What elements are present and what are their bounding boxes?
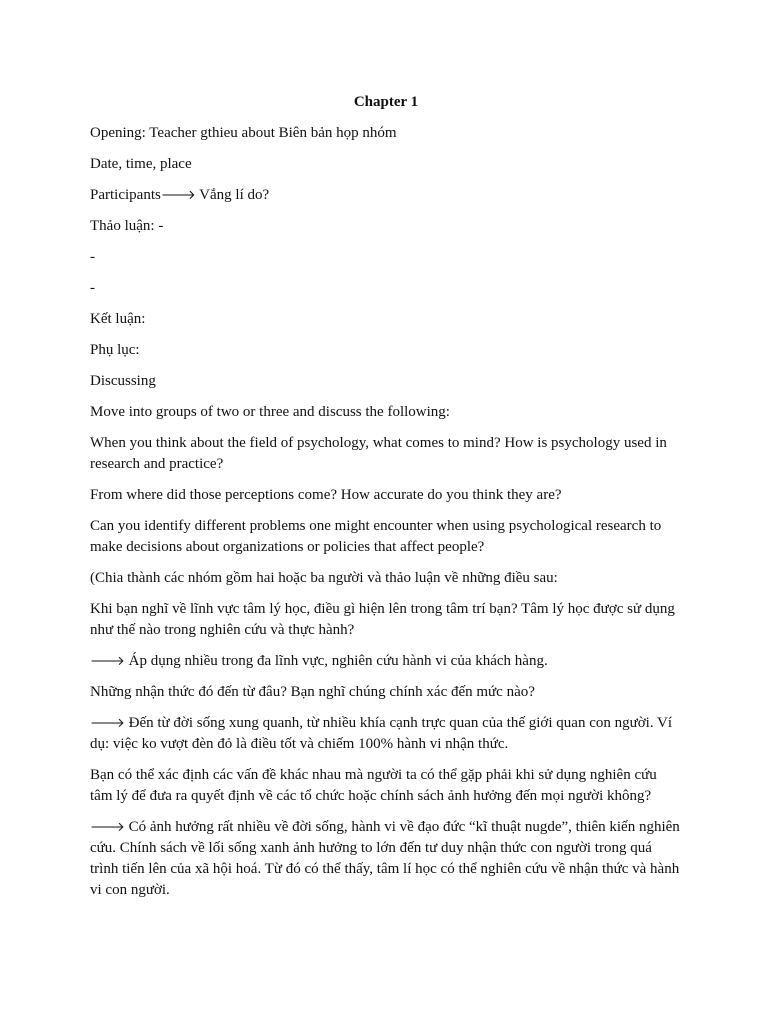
arrow-right-icon: 🡒 [90,654,125,669]
arrow-right-icon: 🡒 [160,188,196,203]
dash-line-2: - [90,280,95,296]
question-3-en: Can you identify different problems one might encounter when using psychological research to make decisions about organizations or policies that affect people? [90,518,662,555]
instruction-paragraph-vi: (Chia thành các nhóm gồm hai hoặc ba người và thảo luận về những điều sau: [90,570,558,586]
answer-1 [90,651,682,672]
instruction-paragraph: Move into groups of two or three and discuss the following: [90,404,450,420]
answer-3 [90,817,682,901]
appendix-line: Phụ lục: [90,342,140,358]
conclusion-line: Kết luận: [90,311,146,327]
date-time-place-line: Date, time, place [90,156,192,172]
arrow-right-icon: 🡒 [90,716,125,731]
participants-line [90,185,682,206]
answer-2-text: Đến từ đời sống xung quanh, từ nhiều khía cạnh trực quan của thế giới quan con người. Ví dụ: việc ko vượt đèn đỏ là điều tốt và chiếm 100% hành vi nhận thức. [90,715,673,752]
question-1-en: When you think about the field of psychology, what comes to mind? How is psychology used in research and practice? [90,435,667,472]
participants-label: Participants [90,187,161,203]
document-page [90,92,682,911]
arrow-right-icon: 🡒 [90,820,125,835]
question-2-en: From where did those perceptions come? How accurate do you think they are? [90,487,562,503]
answer-1-text: Áp dụng nhiều trong đa lĩnh vực, nghiên cứu hành vi của khách hàng. [124,653,548,669]
answer-3-text: Có ảnh hưởng rất nhiều về đời sống, hành vi về đạo đức “kĩ thuật nugde”, thiên kiến nghiên cứu. Chính sách về lối sống xanh ảnh hưởng to lớn đến tư duy nhận thức con người trong quá trình tiến lên của xã hội hoá. Từ đó có thể thấy, tâm lí học có thể nghiên cứu về nhận thức và hành vi con người. [90,819,680,898]
answer-2 [90,713,682,755]
chapter-title: Chapter 1 [353,94,419,110]
discussion-line: Thảo luận: - [90,218,164,234]
discussing-heading: Discussing [90,373,156,389]
question-3-vi: Bạn có thể xác định các vấn đề khác nhau mà người ta có thể gặp phải khi sử dụng nghiên cứu tâm lý để đưa ra quyết định về các tổ chức hoặc chính sách ảnh hưởng đến mọi người không? [90,767,657,804]
question-1-vi: Khi bạn nghĩ về lĩnh vực tâm lý học, điều gì hiện lên trong tâm trí bạn? Tâm lý học được sử dụng như thế nào trong nghiên cứu và thực hành? [90,601,675,638]
question-2-vi: Những nhận thức đó đến từ đâu? Bạn nghĩ chúng chính xác đến mức nào? [90,684,535,700]
dash-line-1: - [90,249,95,265]
opening-line: Opening: Teacher gthieu about Biên bản họp nhóm [90,125,397,141]
participants-text: Vắng lí do? [195,187,270,203]
